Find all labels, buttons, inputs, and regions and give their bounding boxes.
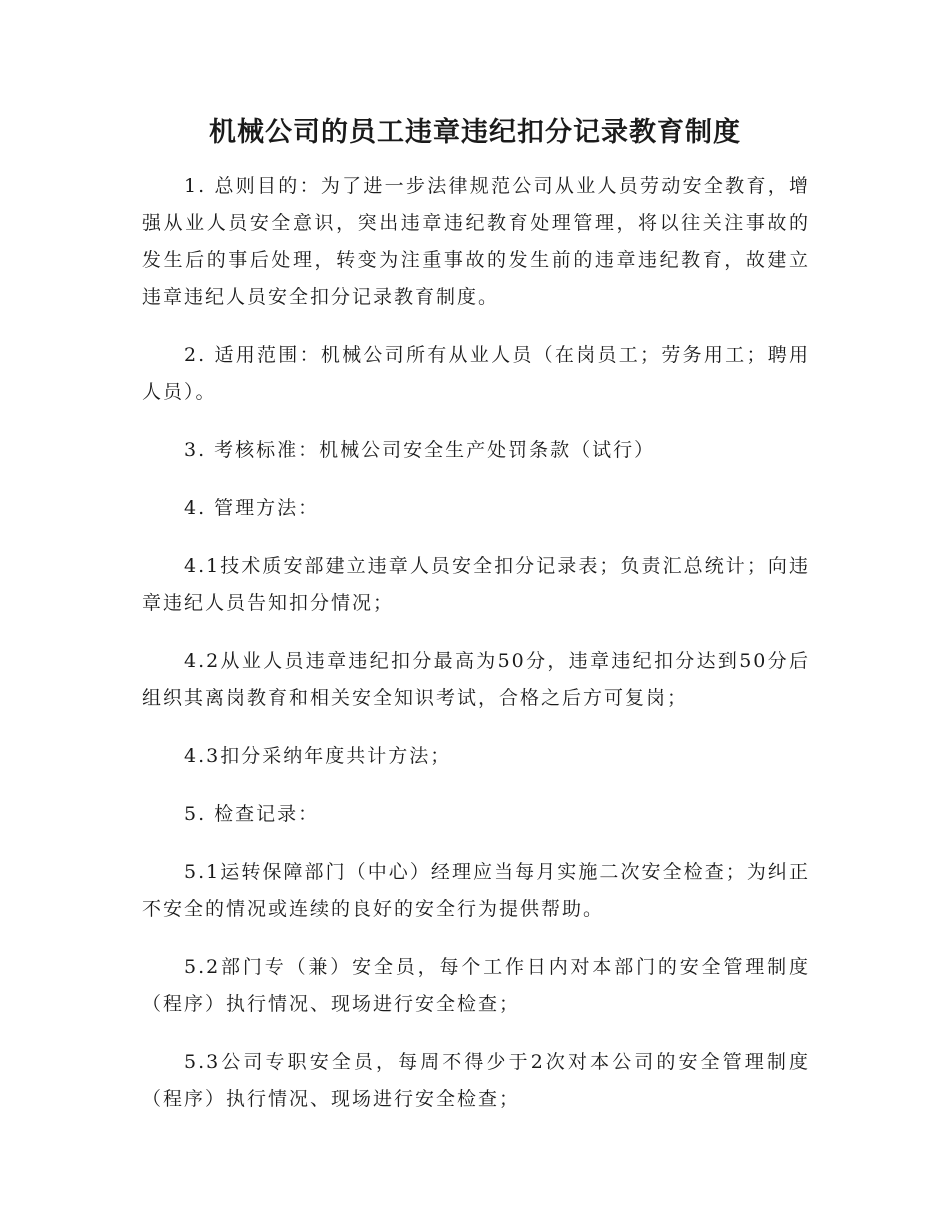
document-title: 机械公司的员工违章违纪扣分记录教育制度 (209, 117, 741, 148)
paragraph-4-2: 4.2从业人员违章违纪扣分最高为50分，违章违纪扣分达到50分后组织其离岗教育和相关安全知识考试，合格之后方可复岗； (142, 650, 810, 709)
paragraph-inspection-records: 5. 检查记录： (184, 803, 320, 825)
paragraph-assessment-standard: 3. 考核标准：机械公司安全生产处罚条款（试行） (184, 439, 656, 461)
document-body (142, 168, 810, 1139)
paragraph-4-3: 4.3扣分采纳年度共计方法； (184, 745, 452, 767)
paragraph-management-method: 4. 管理方法： (184, 497, 320, 519)
paragraph-5-1: 5.1运转保障部门（中心）经理应当每月实施二次安全检查；为纠正不安全的情况或连续的良好的安全行为提供帮助。 (142, 861, 810, 920)
paragraph-general-purpose: 1. 总则目的：为了进一步法律规范公司从业人员劳动安全教育，增强从业人员安全意识，突出违章违纪教育处理管理，将以往关注事故的发生后的事后处理，转变为注重事故的发生前的违章违纪教育，故建立违章违纪人员安全扣分记录教育制度。 (142, 175, 810, 308)
paragraph-scope: 2. 适用范围：机械公司所有从业人员（在岗员工；劳务用工；聘用人员）。 (142, 344, 810, 403)
paragraph-5-3: 5.3公司专职安全员，每周不得少于2次对本公司的安全管理制度（程序）执行情况、现场进行安全检查； (142, 1051, 810, 1110)
paragraph-5-2: 5.2部门专（兼）安全员，每个工作日内对本部门的安全管理制度（程序）执行情况、现场进行安全检查； (142, 956, 810, 1015)
paragraph-4-1: 4.1技术质安部建立违章人员安全扣分记录表；负责汇总统计；向违章违纪人员告知扣分情况； (142, 555, 810, 614)
